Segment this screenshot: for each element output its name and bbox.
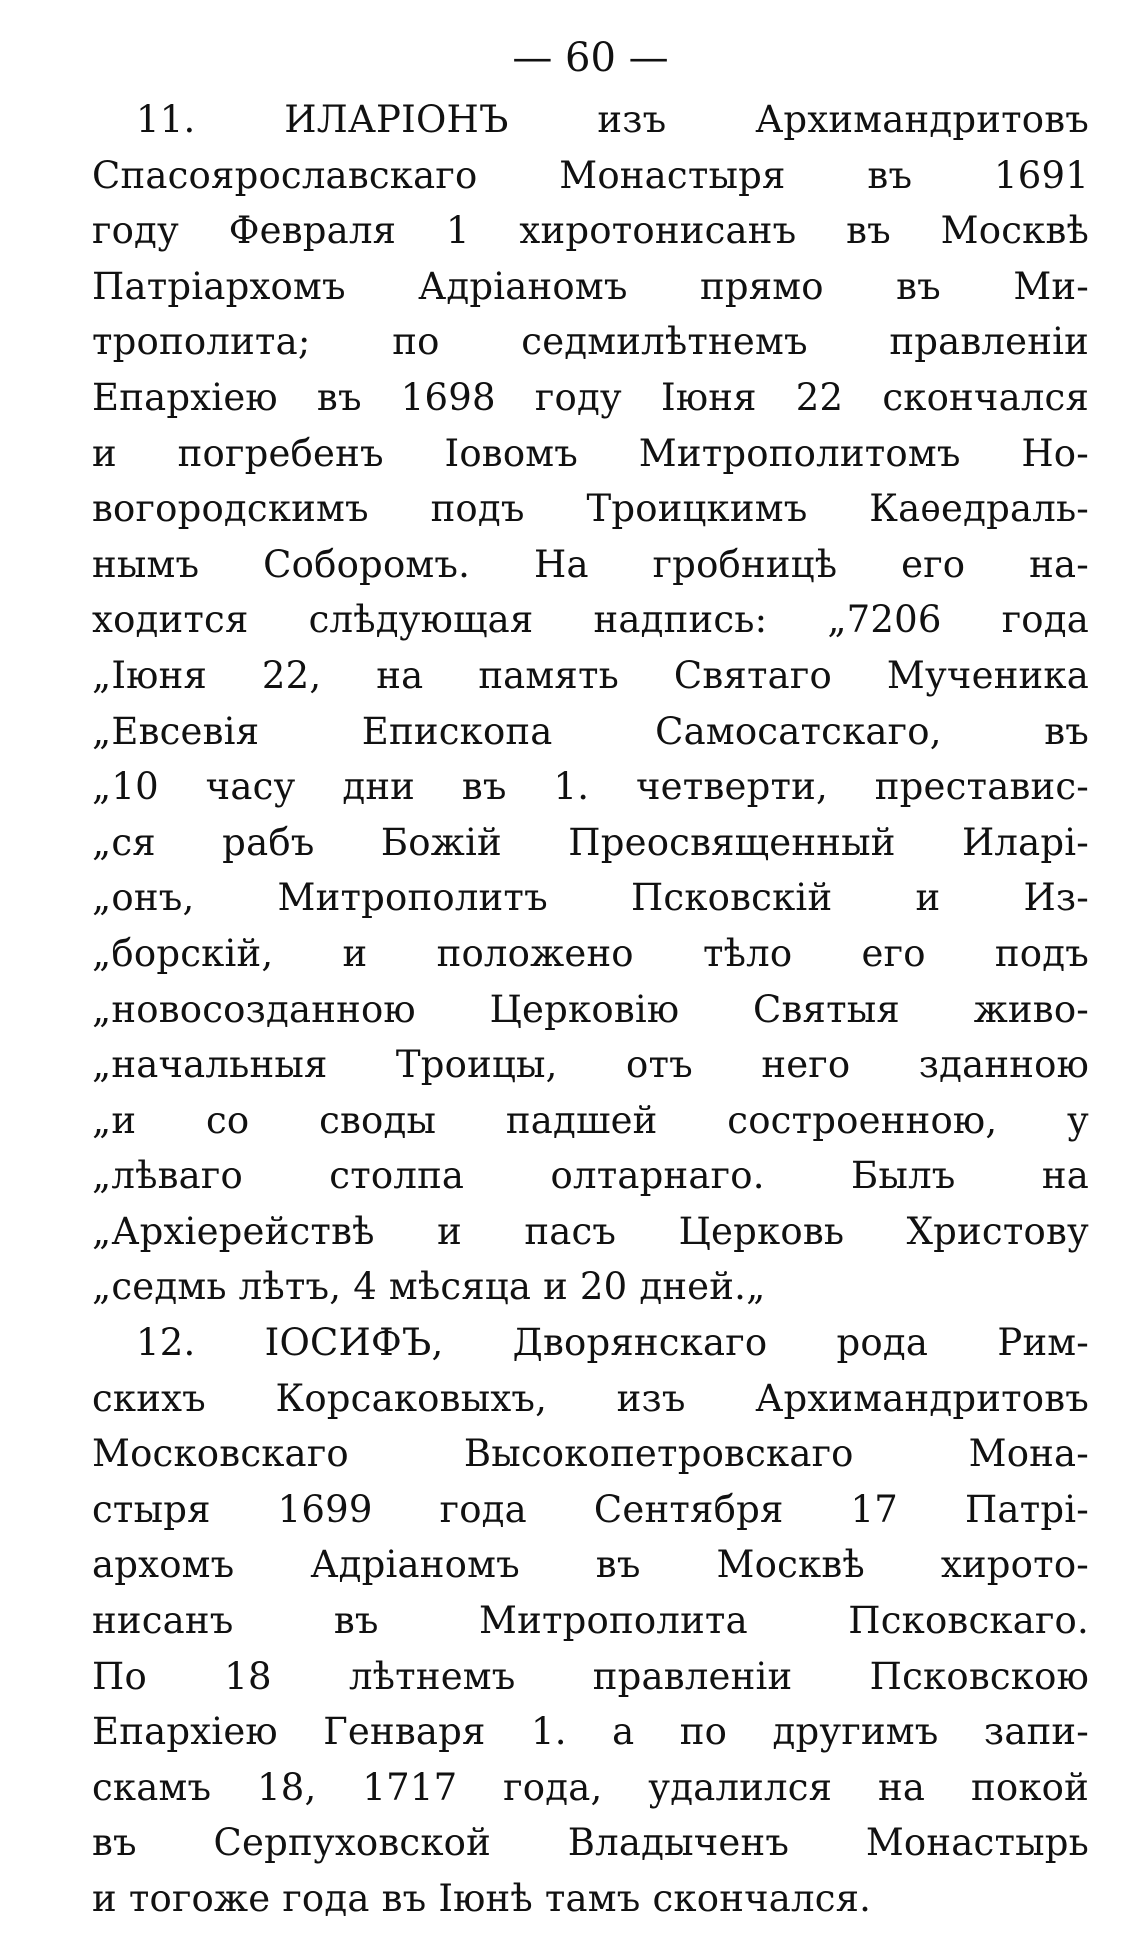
text-line: „новосозданною Церковію Святыя живо- [92, 987, 1089, 1031]
text-line: По 18 лѣтнемъ правленіи Псковскою [92, 1654, 1089, 1698]
text-line: нисанъ въ Митрополита Псковскаго. [92, 1599, 1089, 1643]
text-line: Московскаго Высокопетровскаго Мона- [92, 1432, 1089, 1476]
paragraph-hilarion [92, 92, 1089, 1315]
text-line: ходится слѣдующая надпись: „7206 года [92, 598, 1089, 642]
text-line: нымъ Соборомъ. На гробницѣ его на- [92, 542, 1089, 586]
text-line: вогородскимъ подъ Троицкимъ Каѳедраль- [92, 487, 1089, 531]
page-number: — 60 — [512, 35, 669, 81]
text-line: „Евсевія Епископа Самосатскаго, въ [92, 709, 1089, 753]
text-line: Епархіею Генваря 1. а по другимъ запи- [92, 1710, 1089, 1754]
text-line: Патріархомъ Адріаномъ прямо въ Ми- [92, 264, 1089, 308]
text-line: 12. ІОСИФЪ, Дворянскаго рода Рим- [136, 1321, 1089, 1365]
text-line: „Іюня 22, на память Святаго Мученика [92, 653, 1089, 697]
text-line: скихъ Корсаковыхъ, изъ Архимандритовъ [92, 1376, 1089, 1420]
text-line: скамъ 18, 1717 года, удалился на покой [92, 1765, 1089, 1809]
text-line: „начальныя Троицы, отъ него зданною [92, 1043, 1089, 1087]
text-line: архомъ Адріаномъ въ Москвѣ хирото- [92, 1543, 1089, 1587]
text-line: Епархіею въ 1698 году Іюня 22 скончался [92, 375, 1089, 419]
text-line: и тогоже года въ Іюнѣ тамъ скончался. [92, 1877, 872, 1920]
text-line: „и со своды падшей состроенною, у [92, 1098, 1089, 1142]
text-line: и погребенъ Іовомъ Митрополитомъ Но- [92, 431, 1089, 475]
book-page [92, 30, 1089, 1927]
text-line: „лѣваго столпа олтарнаго. Былъ на [92, 1154, 1089, 1198]
text-line: трополита; по седмилѣтнемъ правленіи [92, 320, 1089, 364]
text-line: „ся рабъ Божій Преосвященный Иларі- [92, 820, 1089, 864]
text-line: Спасоярославскаго Монастыря въ 1691 [92, 153, 1089, 197]
text-line: „онъ, Митрополитъ Псковскій и Из- [92, 876, 1089, 920]
text-line: „седмь лѣтъ, 4 мѣсяца и 20 дней.„ [92, 1265, 766, 1309]
text-line: 11. ИЛАРІОНЪ изъ Архимандритовъ [136, 98, 1089, 141]
paragraph-joseph [92, 1315, 1089, 1927]
text-line: „Архіерействѣ и пасъ Церковь Христову [92, 1209, 1089, 1253]
text-line: „борскій, и положено тѣло его подъ [92, 931, 1089, 975]
text-line: „10 часу дни въ 1. четверти, преставис- [92, 765, 1089, 809]
text-line: въ Серпуховской Владыченъ Монастырь [92, 1821, 1089, 1865]
text-line: году Февраля 1 хиротонисанъ въ Москвѣ [92, 209, 1089, 253]
text-line: стыря 1699 года Сентября 17 Патрі- [92, 1487, 1089, 1531]
